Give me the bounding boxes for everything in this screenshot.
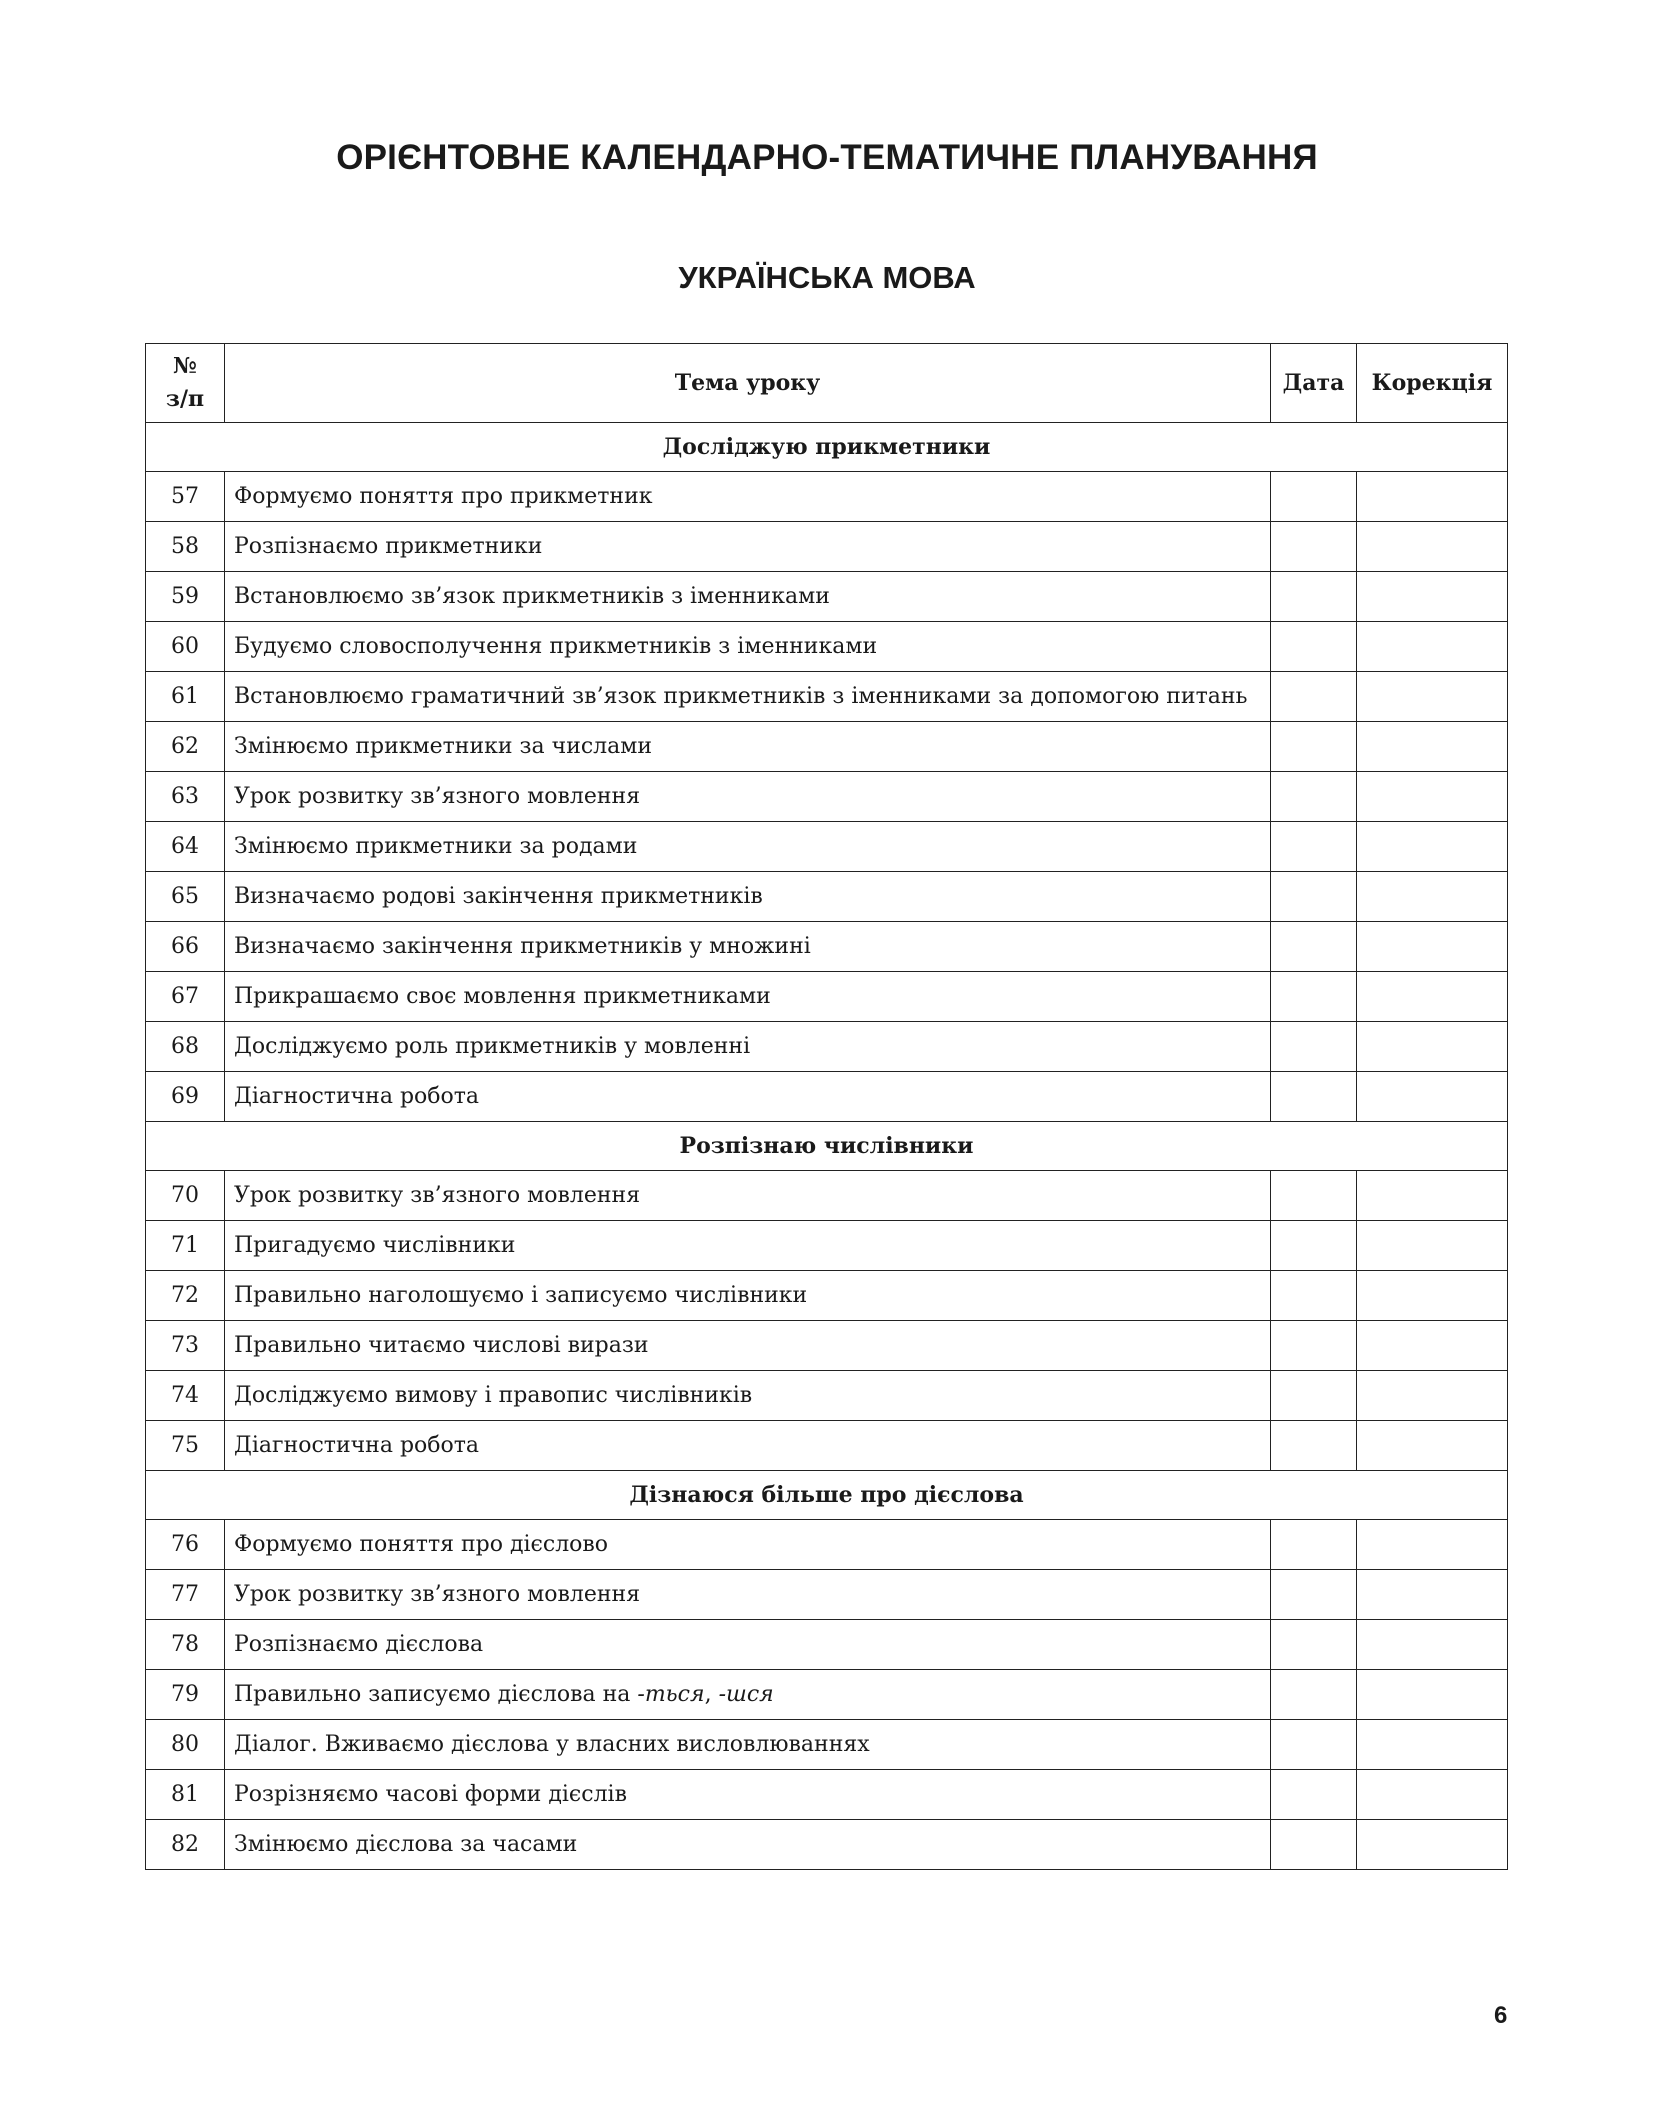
- correction-cell: [1357, 1720, 1508, 1770]
- table-header-row: [146, 344, 1508, 423]
- lesson-number: 81: [146, 1770, 225, 1820]
- lesson-topic: [225, 1171, 1271, 1221]
- date-cell: [1271, 1670, 1357, 1720]
- section-title: Досліджую прикметники: [146, 423, 1508, 472]
- table-row: [146, 1520, 1508, 1570]
- table-row: [146, 922, 1508, 972]
- date-cell: [1271, 1271, 1357, 1321]
- date-cell: [1271, 1820, 1357, 1870]
- lesson-topic: [225, 1720, 1271, 1770]
- lesson-number: 61: [146, 672, 225, 722]
- lesson-topic-text: Діагностична робота: [234, 1433, 480, 1458]
- table-row: [146, 672, 1508, 722]
- lesson-topic: [225, 1371, 1271, 1421]
- lesson-topic-text: Змінюємо дієслова за часами: [234, 1832, 578, 1857]
- date-cell: [1271, 1620, 1357, 1670]
- table-row: [146, 1171, 1508, 1221]
- table-row: [146, 1720, 1508, 1770]
- correction-cell: [1357, 822, 1508, 872]
- lesson-topic-text: Правильно записуємо дієслова на: [234, 1682, 631, 1707]
- date-cell: [1271, 522, 1357, 572]
- section-header-row: [146, 1471, 1508, 1520]
- lesson-topic: [225, 472, 1271, 522]
- correction-cell: [1357, 872, 1508, 922]
- correction-cell: [1357, 1620, 1508, 1670]
- correction-cell: [1357, 972, 1508, 1022]
- lesson-topic-text: Розпізнаємо дієслова: [234, 1632, 484, 1657]
- correction-cell: [1357, 522, 1508, 572]
- lesson-topic-suffix: -шся: [718, 1682, 774, 1707]
- lesson-topic: [225, 722, 1271, 772]
- correction-cell: [1357, 472, 1508, 522]
- table-row: [146, 772, 1508, 822]
- date-cell: [1271, 572, 1357, 622]
- table-row: [146, 472, 1508, 522]
- lesson-topic: [225, 622, 1271, 672]
- table-body: [146, 423, 1508, 1870]
- date-cell: [1271, 1770, 1357, 1820]
- lesson-topic: [225, 1770, 1271, 1820]
- table-row: [146, 522, 1508, 572]
- lesson-topic-text: Пригадуємо числівники: [234, 1233, 516, 1258]
- correction-cell: [1357, 1221, 1508, 1271]
- correction-cell: [1357, 922, 1508, 972]
- lesson-topic-text: Розрізняємо часові форми дієслів: [234, 1782, 627, 1807]
- table-row: [146, 722, 1508, 772]
- correction-cell: [1357, 1820, 1508, 1870]
- lesson-number: 71: [146, 1221, 225, 1271]
- lesson-number: 57: [146, 472, 225, 522]
- lesson-topic: [225, 1570, 1271, 1620]
- lesson-number: 72: [146, 1271, 225, 1321]
- lesson-topic: [225, 822, 1271, 872]
- lesson-topic-text: Формуємо поняття про дієслово: [234, 1532, 609, 1557]
- lesson-topic-text: Розпізнаємо прикметники: [234, 534, 543, 559]
- lesson-topic: [225, 772, 1271, 822]
- date-cell: [1271, 772, 1357, 822]
- correction-cell: [1357, 722, 1508, 772]
- section-title: Дізнаюся більше про дієслова: [146, 1471, 1508, 1520]
- correction-cell: [1357, 1421, 1508, 1471]
- lesson-number: 77: [146, 1570, 225, 1620]
- lesson-topic-text: Встановлюємо зв’язок прикметників з іменниками: [234, 584, 830, 609]
- lesson-number: 69: [146, 1072, 225, 1122]
- lesson-topic-text: Досліджуємо вимову і правопис числівників: [234, 1383, 753, 1408]
- lesson-number: 65: [146, 872, 225, 922]
- correction-cell: [1357, 1371, 1508, 1421]
- date-cell: [1271, 1321, 1357, 1371]
- table-row: [146, 1421, 1508, 1471]
- table-row: [146, 872, 1508, 922]
- date-cell: [1271, 622, 1357, 672]
- table-row: [146, 1321, 1508, 1371]
- lesson-number: 66: [146, 922, 225, 972]
- date-cell: [1271, 1570, 1357, 1620]
- lesson-topic: [225, 522, 1271, 572]
- header-date: Дата: [1271, 344, 1357, 423]
- header-correction: Корекція: [1357, 344, 1508, 423]
- lesson-topic: [225, 1221, 1271, 1271]
- lesson-number: 73: [146, 1321, 225, 1371]
- lesson-topic: [225, 1421, 1271, 1471]
- lesson-topic-text: Урок розвитку зв’язного мовлення: [234, 1582, 641, 1607]
- correction-cell: [1357, 1171, 1508, 1221]
- lesson-number: 62: [146, 722, 225, 772]
- date-cell: [1271, 1072, 1357, 1122]
- table-row: [146, 1820, 1508, 1870]
- lesson-topic: [225, 872, 1271, 922]
- date-cell: [1271, 472, 1357, 522]
- section-header-row: [146, 1122, 1508, 1171]
- lesson-topic: [225, 1520, 1271, 1570]
- header-number-symbol: №: [173, 353, 197, 379]
- lesson-topic-text: Змінюємо прикметники за числами: [234, 734, 653, 759]
- lesson-topic-text: Досліджуємо роль прикметників у мовленні: [234, 1034, 751, 1059]
- lesson-topic: [225, 572, 1271, 622]
- lesson-number: 82: [146, 1820, 225, 1870]
- planning-table: [145, 343, 1508, 1870]
- lesson-number: 58: [146, 522, 225, 572]
- lesson-topic-text: Змінюємо прикметники за родами: [234, 834, 638, 859]
- date-cell: [1271, 1371, 1357, 1421]
- lesson-topic: [225, 1321, 1271, 1371]
- correction-cell: [1357, 1321, 1508, 1371]
- date-cell: [1271, 1520, 1357, 1570]
- lesson-topic: [225, 972, 1271, 1022]
- correction-cell: [1357, 1770, 1508, 1820]
- correction-cell: [1357, 1570, 1508, 1620]
- correction-cell: [1357, 1072, 1508, 1122]
- table-row: [146, 822, 1508, 872]
- table-row: [146, 972, 1508, 1022]
- lesson-topic-text: Діалог. Вживаємо дієслова у власних висловлюваннях: [234, 1732, 870, 1757]
- section-header-row: [146, 423, 1508, 472]
- header-number-abbr: з/п: [165, 386, 205, 412]
- lesson-number: 60: [146, 622, 225, 672]
- table-row: [146, 1022, 1508, 1072]
- correction-cell: [1357, 572, 1508, 622]
- date-cell: [1271, 1022, 1357, 1072]
- lesson-topic-suffix: -ться: [637, 1682, 705, 1707]
- lesson-topic: [225, 1620, 1271, 1670]
- date-cell: [1271, 1221, 1357, 1271]
- table-row: [146, 1221, 1508, 1271]
- lesson-number: 76: [146, 1520, 225, 1570]
- correction-cell: [1357, 1520, 1508, 1570]
- lesson-topic: [225, 1820, 1271, 1870]
- lesson-topic-text: Прикрашаємо своє мовлення прикметниками: [234, 984, 771, 1009]
- lesson-number: 80: [146, 1720, 225, 1770]
- table-row: [146, 622, 1508, 672]
- section-title: Розпізнаю числівники: [146, 1122, 1508, 1171]
- header-topic: Тема уроку: [225, 344, 1271, 423]
- lesson-topic-text: Діагностична робота: [234, 1084, 480, 1109]
- correction-cell: [1357, 1022, 1508, 1072]
- correction-cell: [1357, 622, 1508, 672]
- table-row: [146, 1670, 1508, 1720]
- lesson-number: 68: [146, 1022, 225, 1072]
- subject-subtitle: УКРАЇНСЬКА МОВА: [678, 260, 976, 295]
- date-cell: [1271, 972, 1357, 1022]
- lesson-topic-text: Визначаємо закінчення прикметників у множині: [234, 934, 811, 959]
- lesson-topic-text: Урок розвитку зв’язного мовлення: [234, 1183, 641, 1208]
- lesson-number: 74: [146, 1371, 225, 1421]
- date-cell: [1271, 722, 1357, 772]
- lesson-number: 79: [146, 1670, 225, 1720]
- lesson-topic-text: Формуємо поняття про прикметник: [234, 484, 653, 509]
- table-row: [146, 1371, 1508, 1421]
- lesson-number: 67: [146, 972, 225, 1022]
- table-row: [146, 1770, 1508, 1820]
- lesson-topic-text: Правильно наголошуємо і записуємо числівники: [234, 1283, 808, 1308]
- lesson-number: 75: [146, 1421, 225, 1471]
- date-cell: [1271, 822, 1357, 872]
- date-cell: [1271, 672, 1357, 722]
- lesson-number: 64: [146, 822, 225, 872]
- correction-cell: [1357, 1271, 1508, 1321]
- lesson-topic-text: Будуємо словосполучення прикметників з іменниками: [234, 634, 878, 659]
- lesson-number: 63: [146, 772, 225, 822]
- date-cell: [1271, 922, 1357, 972]
- lesson-topic: [225, 672, 1271, 722]
- page-title: ОРІЄНТОВНЕ КАЛЕНДАРНО-ТЕМАТИЧНЕ ПЛАНУВАННЯ: [336, 138, 1318, 177]
- date-cell: [1271, 872, 1357, 922]
- lesson-topic-separator: ,: [704, 1682, 719, 1707]
- date-cell: [1271, 1171, 1357, 1221]
- table-row: [146, 1570, 1508, 1620]
- table-row: [146, 1271, 1508, 1321]
- lesson-topic: [225, 1072, 1271, 1122]
- date-cell: [1271, 1421, 1357, 1471]
- lesson-topic: [225, 922, 1271, 972]
- lesson-topic: [225, 1271, 1271, 1321]
- lesson-topic-text: Встановлюємо граматичний зв’язок прикметників з іменниками за допомогою питань: [234, 684, 1248, 709]
- table-row: [146, 1620, 1508, 1670]
- lesson-topic-text: Визначаємо родові закінчення прикметників: [234, 884, 763, 909]
- lesson-topic: [225, 1022, 1271, 1072]
- table-row: [146, 572, 1508, 622]
- date-cell: [1271, 1720, 1357, 1770]
- lesson-topic-text: Урок розвитку зв’язного мовлення: [234, 784, 641, 809]
- correction-cell: [1357, 672, 1508, 722]
- correction-cell: [1357, 1670, 1508, 1720]
- lesson-topic: [225, 1670, 1271, 1720]
- lesson-number: 70: [146, 1171, 225, 1221]
- lesson-number: 59: [146, 572, 225, 622]
- header-number: [146, 344, 225, 423]
- lesson-topic-text: Правильно читаємо числові вирази: [234, 1333, 649, 1358]
- page-number: 6: [1494, 2002, 1508, 2029]
- lesson-number: 78: [146, 1620, 225, 1670]
- correction-cell: [1357, 772, 1508, 822]
- table-row: [146, 1072, 1508, 1122]
